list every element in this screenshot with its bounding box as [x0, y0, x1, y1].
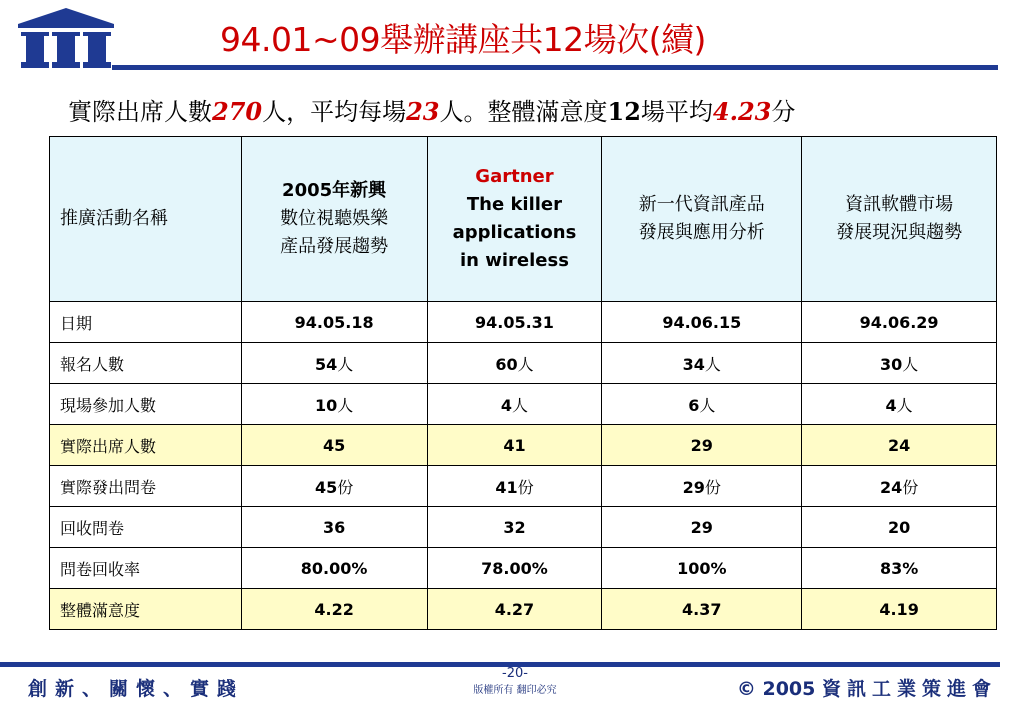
- cell-unit: 人: [896, 395, 913, 415]
- cell-unit: 份: [902, 477, 919, 497]
- table-cell: [802, 548, 997, 589]
- col2-line3: in wireless: [459, 250, 569, 271]
- page-number: -20-: [502, 666, 528, 681]
- cell-unit: 份: [337, 477, 354, 497]
- table-cell: [602, 343, 802, 384]
- table-cell: [241, 466, 427, 507]
- table-cell: [602, 507, 802, 548]
- col1-line1: 2005年新興: [282, 180, 387, 201]
- table-header-row: [50, 137, 997, 302]
- table-cell: [602, 589, 802, 630]
- col1-line3: 產品發展趨勢: [280, 236, 389, 257]
- table-cell: [802, 302, 997, 343]
- table-cell: [802, 343, 997, 384]
- cell-value: 6: [688, 395, 700, 415]
- cell-value: 36: [322, 517, 346, 537]
- cell-value: 41: [495, 477, 518, 497]
- cell-unit: 人: [337, 354, 354, 374]
- table-cell: [241, 425, 427, 466]
- cell-value: 54: [314, 354, 338, 374]
- summary-text-2: 人，平均每場: [262, 98, 407, 126]
- summary-text-1: 實際出席人數: [68, 98, 212, 126]
- cell-value: 4.19: [879, 599, 919, 619]
- copyright: © 2005: [736, 678, 816, 700]
- cell-value: 24: [887, 435, 911, 455]
- cell-unit: 人: [902, 354, 919, 374]
- column-header: [241, 137, 427, 302]
- row-label: 日期: [50, 302, 242, 343]
- table-cell: [802, 589, 997, 630]
- summary-line: [68, 92, 795, 127]
- cell-value: 41: [503, 435, 526, 455]
- table-cell: [427, 589, 602, 630]
- summary-text-4: 場平均: [640, 98, 713, 126]
- cell-unit: 人: [704, 354, 721, 374]
- cell-value: 60: [495, 354, 518, 374]
- table-cell: [427, 507, 602, 548]
- table-cell: [802, 425, 997, 466]
- table-row: [50, 507, 997, 548]
- cell-value: 45: [322, 435, 346, 455]
- table-row: [50, 302, 997, 343]
- cell-value: 29: [690, 435, 713, 455]
- cell-value: 83%: [879, 558, 919, 578]
- cell-value: 24: [879, 477, 903, 497]
- table-cell: [427, 548, 602, 589]
- col3-line1: 新一代資訊產品: [638, 194, 765, 215]
- cell-unit: 人: [699, 395, 716, 415]
- cell-value: 4.27: [494, 599, 535, 619]
- cell-value: 29: [682, 477, 705, 497]
- cell-unit: 人: [337, 395, 354, 415]
- row-label: 回收問卷: [50, 507, 242, 548]
- event-stats-table: [49, 136, 997, 630]
- col2-line1: The killer: [466, 194, 563, 215]
- attend-avg: 23: [406, 97, 440, 126]
- table-cell: [241, 548, 427, 589]
- table-cell: [602, 548, 802, 589]
- table-cell: [241, 343, 427, 384]
- table-cell: [427, 343, 602, 384]
- cell-unit: 份: [517, 477, 534, 497]
- cell-value: 34: [682, 354, 705, 374]
- cell-value: 4: [500, 395, 513, 415]
- row-label: 報名人數: [50, 343, 242, 384]
- table-cell: [602, 425, 802, 466]
- col2-line2: applications: [452, 222, 577, 243]
- column-header: [602, 137, 802, 302]
- table-row: [50, 343, 997, 384]
- table-row: [50, 425, 997, 466]
- col2-brand: Gartner: [475, 166, 554, 187]
- cell-value: 32: [503, 517, 526, 537]
- table-cell: [241, 384, 427, 425]
- table-cell: [802, 384, 997, 425]
- table-cell: [427, 425, 602, 466]
- iii-logo: [16, 6, 116, 76]
- table-cell: [241, 302, 427, 343]
- table-cell: [427, 466, 602, 507]
- cell-value: 20: [887, 517, 911, 537]
- cell-value: 10: [314, 395, 338, 415]
- cell-value: 94.05.18: [294, 312, 374, 332]
- table-cell: [802, 507, 997, 548]
- cell-value: 45: [314, 477, 338, 497]
- table-row: [50, 466, 997, 507]
- table-row: [50, 548, 997, 589]
- cell-value: 4.37: [682, 599, 722, 619]
- header-label: 推廣活動名稱: [50, 137, 242, 302]
- summary-text-3: 人。整體滿意度: [439, 98, 608, 126]
- cell-value: 4: [885, 395, 897, 415]
- footer-center: [430, 666, 600, 696]
- table-cell: [427, 384, 602, 425]
- col1-line2: 數位視聽娛樂: [280, 208, 389, 229]
- cell-value: 94.05.31: [474, 312, 554, 332]
- cell-value: 100%: [677, 558, 727, 578]
- table-cell: [241, 507, 427, 548]
- cell-value: 80.00%: [300, 558, 368, 578]
- table-cell: [427, 302, 602, 343]
- column-header: [802, 137, 997, 302]
- col4-line1: 資訊軟體市場: [845, 194, 954, 215]
- attend-total: 270: [212, 97, 263, 126]
- satisfaction-avg: 4.23: [712, 97, 772, 126]
- cell-value: 94.06.15: [662, 312, 742, 332]
- title-divider: [112, 65, 998, 70]
- cell-unit: 份: [704, 477, 721, 497]
- table-cell: [241, 589, 427, 630]
- cell-value: 30: [879, 354, 903, 374]
- row-label: 實際出席人數: [50, 425, 242, 466]
- rights-notice: 版權所有 翻印必究: [473, 685, 557, 696]
- table-cell: [802, 466, 997, 507]
- cell-unit: 人: [517, 354, 534, 374]
- cell-unit: 人: [512, 395, 529, 415]
- row-label: 實際發出問卷: [50, 466, 242, 507]
- row-label: 現場參加人數: [50, 384, 242, 425]
- table-cell: [602, 384, 802, 425]
- footer-org: [737, 674, 997, 701]
- row-label: 問卷回收率: [50, 548, 242, 589]
- cell-value: 29: [690, 517, 713, 537]
- table-cell: [602, 302, 802, 343]
- page-title: 94.01~09舉辦講座共12場次(續): [220, 20, 706, 59]
- session-count: 12: [607, 97, 641, 126]
- table-row: [50, 384, 997, 425]
- org-name: 資訊工業策進會: [821, 678, 997, 700]
- col3-line2: 發展與應用分析: [638, 222, 765, 243]
- column-header: [427, 137, 602, 302]
- row-label: 整體滿意度: [50, 589, 242, 630]
- footer-motto: 創新、關懷、實踐: [28, 678, 245, 700]
- table-row: [50, 589, 997, 630]
- cell-value: 4.22: [314, 599, 354, 619]
- table-cell: [602, 466, 802, 507]
- summary-text-5: 分: [771, 98, 796, 126]
- cell-value: 78.00%: [481, 558, 548, 578]
- cell-value: 94.06.29: [859, 312, 939, 332]
- col4-line2: 發展現況與趨勢: [836, 222, 963, 243]
